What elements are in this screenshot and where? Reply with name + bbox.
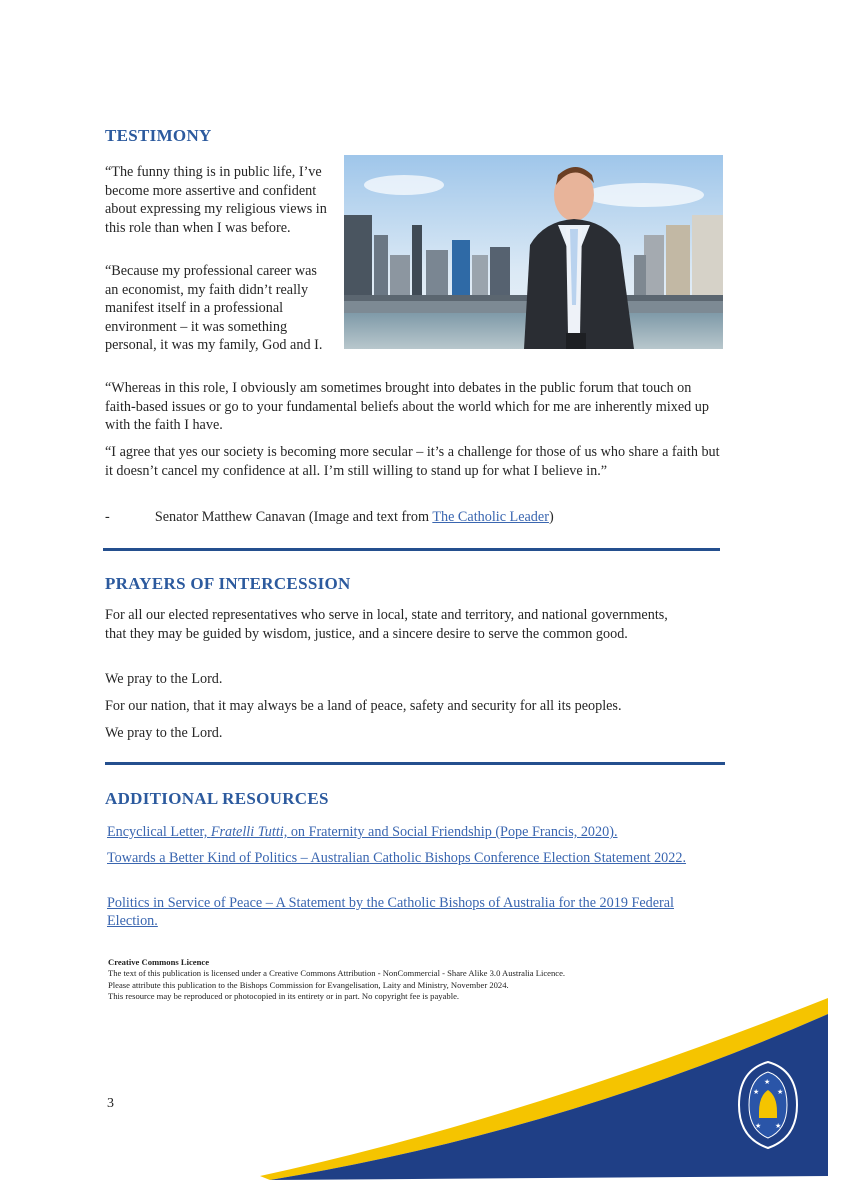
svg-text:★: ★ <box>777 1088 784 1096</box>
svg-text:★: ★ <box>775 1122 782 1130</box>
resource-1-title: Fratelli Tutti, <box>210 824 288 840</box>
svg-text:★: ★ <box>764 1078 771 1086</box>
licence-heading: Creative Commons Licence <box>108 957 210 967</box>
resources-heading: ADDITIONAL RESOURCES <box>105 789 329 808</box>
attribution-close: ) <box>548 509 554 525</box>
prayer-response-2: We pray to the Lord. <box>105 725 223 741</box>
resource-1-suffix: on Fraternity and Social Friendship (Pope Francis, 2020). <box>287 824 618 840</box>
senator-photo <box>344 155 723 349</box>
svg-text:★: ★ <box>755 1122 762 1130</box>
resource-link-fratelli-tutti[interactable] <box>107 823 727 841</box>
catholic-leader-link[interactable]: The Catholic Leader <box>432 509 549 525</box>
testimony-heading: TESTIMONY <box>105 126 212 145</box>
testimony-paragraph-2: “Because my professional career was an economist, my faith didn’t really manifest itself in a professional environment – it was something personal, it was my family, God and I. <box>105 263 323 353</box>
attribution-text: Senator Matthew Canavan (Image and text from <box>154 509 433 525</box>
licence-line-1: The text of this publication is licensed under a Creative Commons Attribution - NonCommercial - Share Alike 3.0 Australia Licence. <box>108 968 566 979</box>
testimony-paragraph-1: “The funny thing is in public life, I’ve become more assertive and confident about expressing my religious views in this role than when I was before. <box>105 164 327 236</box>
prayers-heading: PRAYERS OF INTERCESSION <box>105 574 351 593</box>
resource-link-service-of-peace[interactable]: Politics in Service of Peace – A Statement by the Catholic Bishops of Australia for the 2019 Federal Election. <box>107 895 674 929</box>
page-number: 3 <box>107 1096 114 1111</box>
resource-link-better-politics[interactable]: Towards a Better Kind of Politics – Australian Catholic Bishops Conference Election Statement 2022. <box>107 850 687 866</box>
prayer-intercession-1: For all our elected representatives who serve in local, state and territory, and national governments, that they may be guided by wisdom, justice, and a sincere desire to serve the common good. <box>105 607 668 642</box>
section-divider-2 <box>105 762 725 765</box>
footer-swoosh <box>0 990 848 1200</box>
bishops-crest-logo <box>735 1060 801 1150</box>
prayer-intercession-2: For our nation, that it may always be a land of peace, safety and security for all its peoples. <box>105 698 622 714</box>
licence-line-3: This resource may be reproduced or photocopied in its entirety or in part. No copyright fee is payable. <box>108 991 460 1002</box>
resource-1-prefix: Encyclical Letter, <box>107 824 211 840</box>
licence-line-2: Please attribute this publication to the Bishops Commission for Evangelisation, Laity and Ministry, November 2024. <box>108 979 509 990</box>
testimony-paragraph-4: “I agree that yes our society is becoming more secular – it’s a challenge for those of us who share a faith but it doesn’t cancel my confidence at all. I’m still willing to stand up for what I believe in.” <box>105 444 720 479</box>
prayer-response-1: We pray to the Lord. <box>105 671 223 687</box>
attribution-line <box>105 508 725 527</box>
svg-text:★: ★ <box>753 1088 760 1096</box>
attribution-dash: - <box>105 509 110 525</box>
testimony-paragraph-3: “Whereas in this role, I obviously am sometimes brought into debates in the public forum that touch on faith-based issues or go to your fundamental beliefs about the world which for me are inherently mixed up with the faith I have. <box>105 380 709 433</box>
section-divider-1 <box>103 548 720 551</box>
